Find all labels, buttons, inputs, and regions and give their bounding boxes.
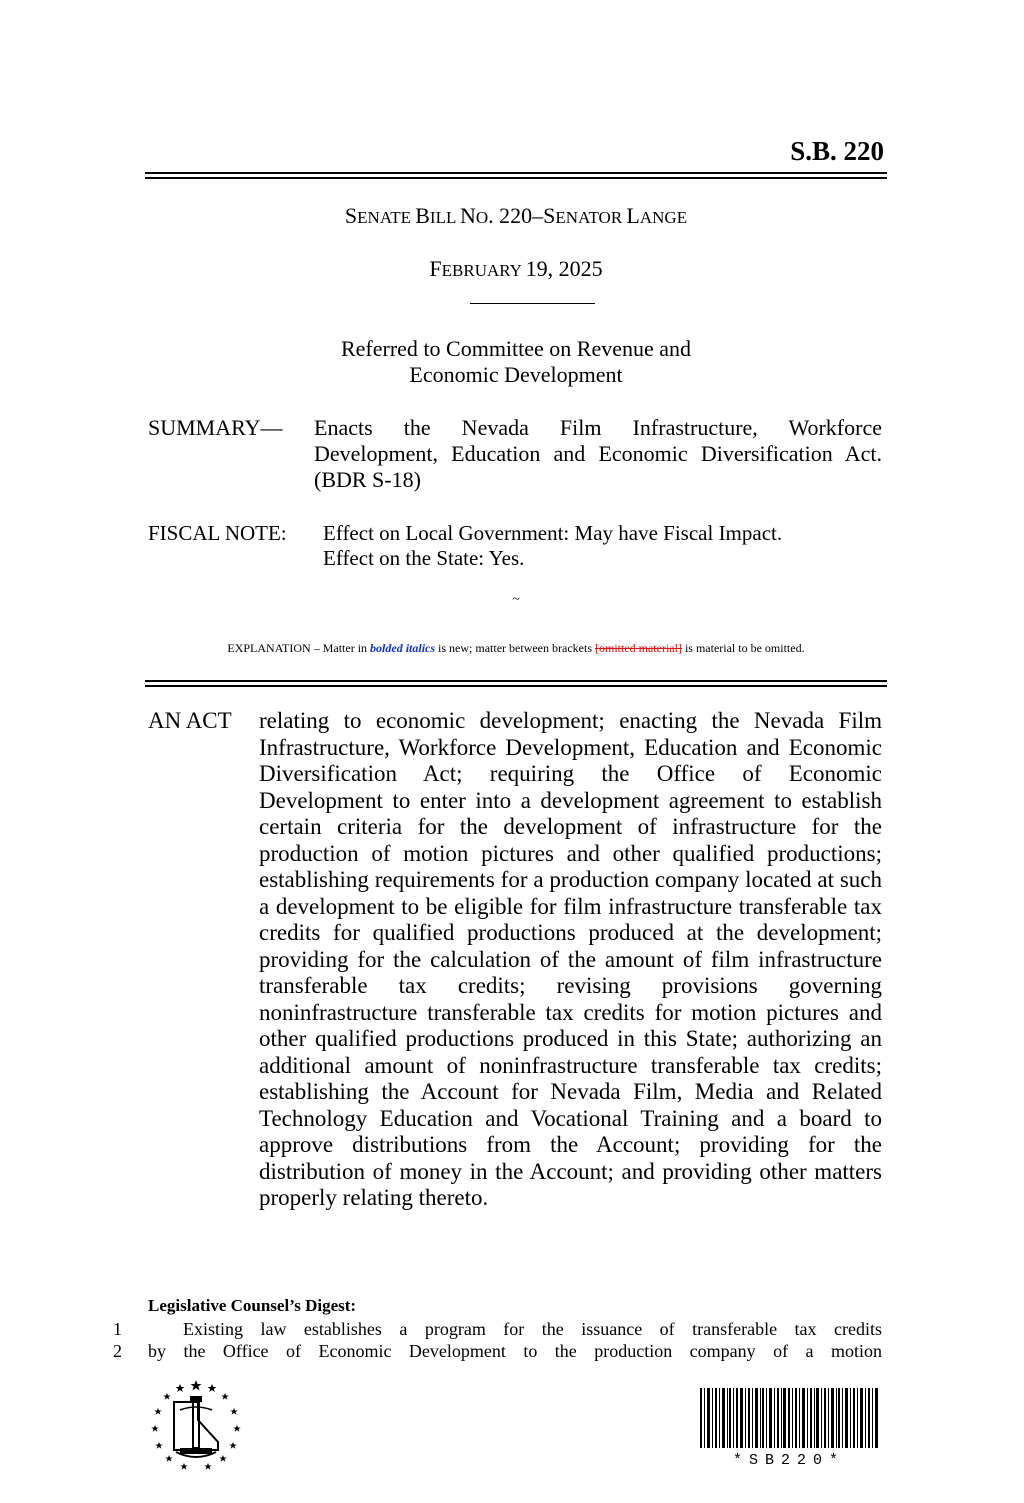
header-rule-bottom xyxy=(145,177,887,179)
date-divider xyxy=(470,303,595,304)
line-number: 2 xyxy=(113,1341,122,1361)
fiscal-note-state: Effect on the State: Yes. xyxy=(323,546,525,570)
bill-title-line: SENATE BILL NO. 220–SENATOR LANGE xyxy=(344,203,688,228)
nevada-legislature-seal-icon xyxy=(150,1378,242,1470)
digest-line: Existing law establishes a program for the issuance of transferable tax credits xyxy=(183,1319,882,1339)
summary xyxy=(148,415,882,493)
line-number: 1 xyxy=(113,1319,122,1339)
digest-line: by the Office of Economic Development to the production company of a motion xyxy=(148,1341,882,1361)
summary-label: SUMMARY— xyxy=(148,415,283,440)
explanation-omitted: [omitted material] xyxy=(594,641,682,655)
explanation: EXPLANATION – Matter in bolded italics is new; matter between brackets [omitted material] is material to be omitted. xyxy=(227,641,805,655)
digest-title: Legislative Counsel’s Digest: xyxy=(148,1296,357,1315)
barcode-image xyxy=(700,1388,878,1448)
fiscal-note xyxy=(148,521,882,571)
fiscal-note-label: FISCAL NOTE: xyxy=(148,521,287,545)
act-title xyxy=(148,708,882,1212)
fiscal-note-local: Effect on Local Government: May have Fiscal Impact. xyxy=(323,521,783,545)
barcode-text: *SB220* xyxy=(732,1452,845,1469)
bill-number: S.B. 220 xyxy=(790,136,884,166)
act-label: AN ACT xyxy=(148,708,232,733)
summary-text: Enacts the Nevada Film Infrastructure, Workforce Development, Education and Economic Diversification Act. (BDR S-18) xyxy=(314,415,882,492)
referral-line-1: Referred to Committee on Revenue and xyxy=(340,336,692,361)
explanation-bolded-italics: bolded italics xyxy=(370,641,436,655)
bill-date: FEBRUARY 19, 2025 xyxy=(429,256,603,281)
referral-line-2: Economic Development xyxy=(409,362,623,387)
act-text: relating to economic development; enacting the Nevada Film Infrastructure, Workforce Development, Education and Economic Diversification Act; requiring the Office of Economic Development to enter into a development agreement to establish certain criteria for the development of infrastructure for the production of motion pictures and other qualified productions; establishing requirements for a production company located at such a development to be eligible for film infrastructure transferable tax credits for qualified productions produced at the development; providing for the calculation of the amount of film infrastructure transferable tax credits; revising provisions governing noninfrastructure transferable tax credits for motion pictures and other qualified productions produced in this State; authorizing an additional amount of noninfrastructure transferable tax credits; establishing the Account for Nevada Film, Media and Related Technology Education and Vocational Training and a board to approve distributions from the Account; providing for the distribution of money in the Account; and providing other matters properly relating thereto. xyxy=(259,708,882,1210)
header-rule-top xyxy=(145,172,887,174)
explanation-rule-top xyxy=(145,680,887,682)
explanation-rule-bottom xyxy=(145,685,887,687)
section-separator: ~ xyxy=(512,592,520,607)
